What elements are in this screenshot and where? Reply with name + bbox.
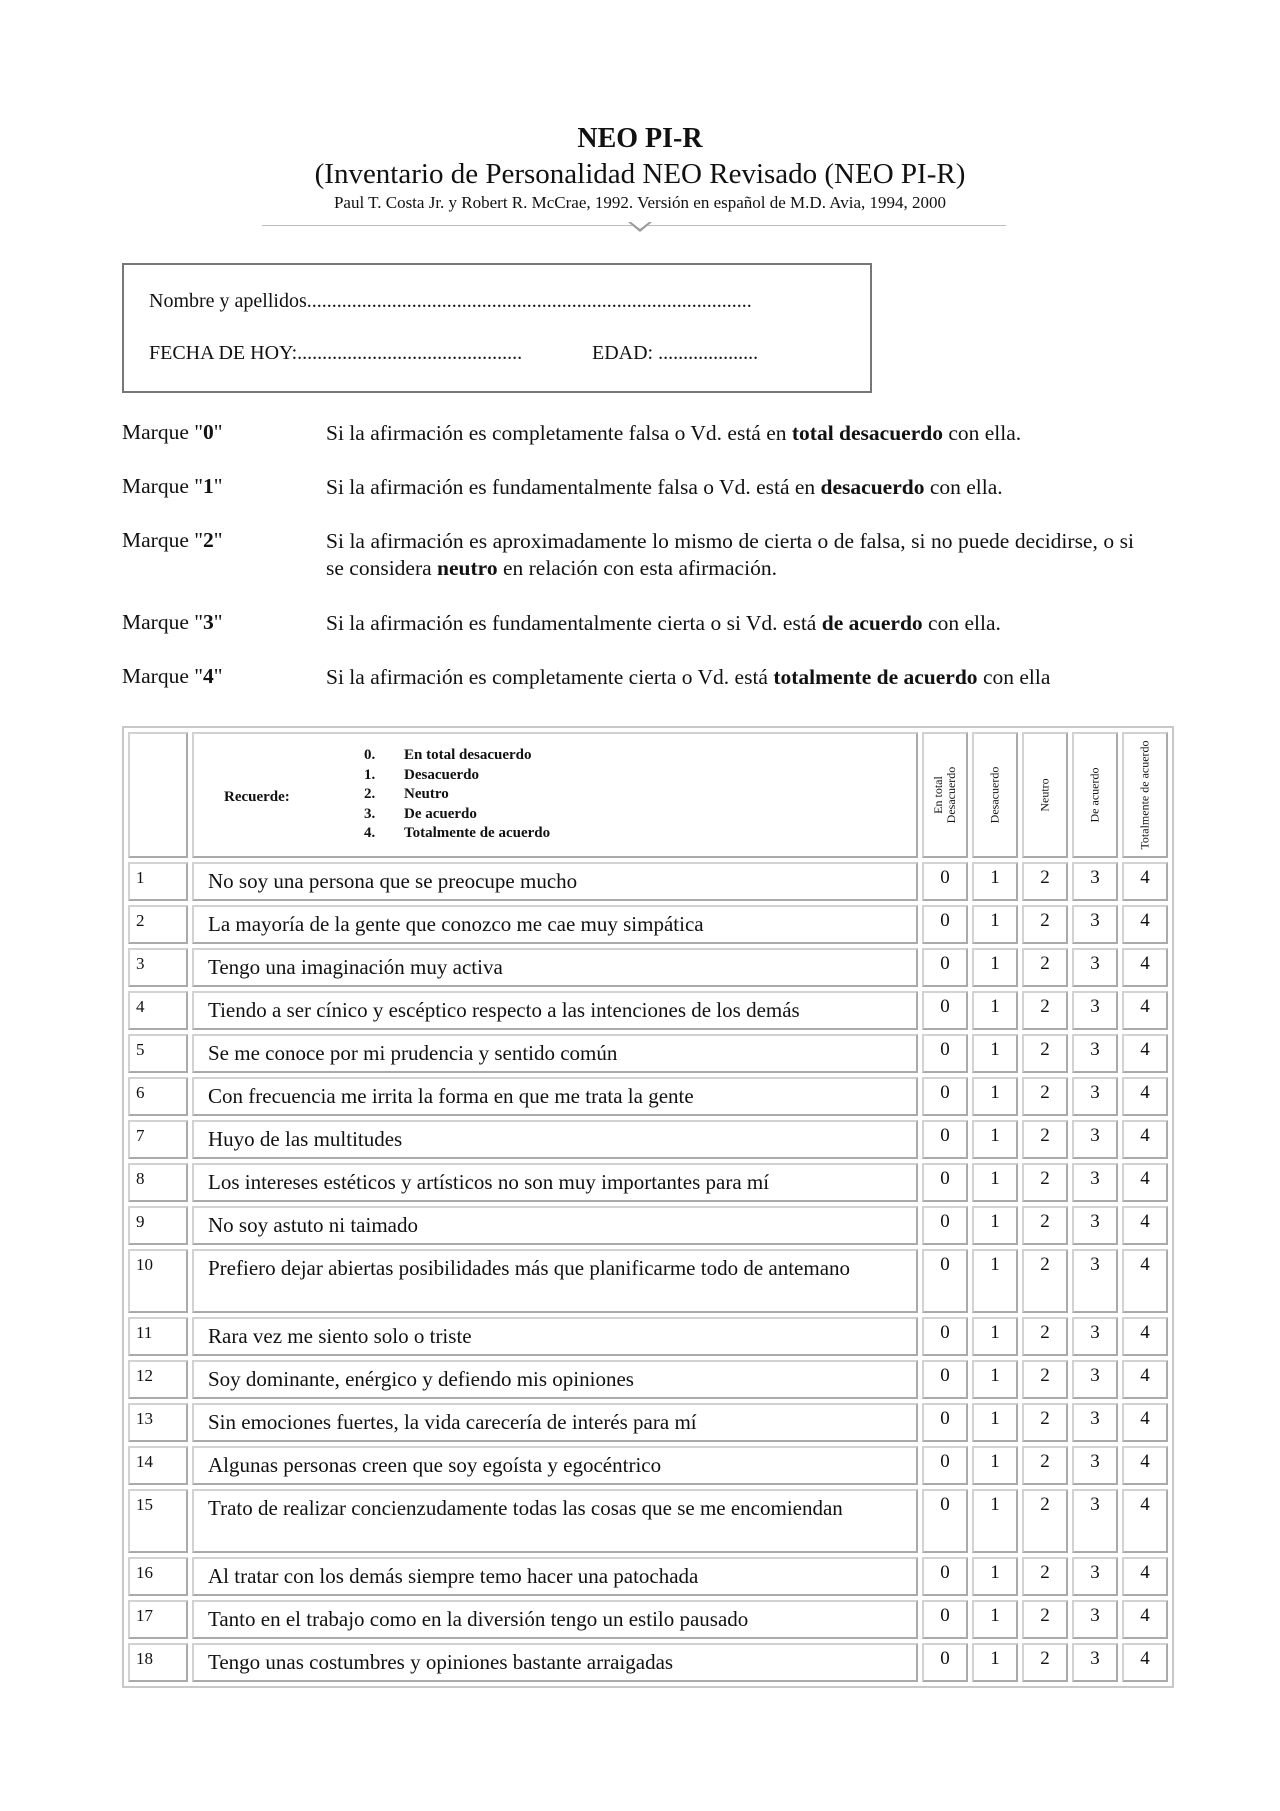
answer-option-4[interactable]: 4 xyxy=(1122,1120,1168,1159)
answer-option-3[interactable]: 3 xyxy=(1072,1489,1118,1553)
answer-option-0[interactable]: 0 xyxy=(922,1317,968,1356)
item-statement: Algunas personas creen que soy egoísta y egocéntrico xyxy=(192,1446,918,1485)
answer-option-4[interactable]: 4 xyxy=(1122,1360,1168,1399)
answer-option-1[interactable]: 1 xyxy=(972,1120,1018,1159)
item-statement: Los intereses estéticos y artísticos no son muy importantes para mí xyxy=(192,1163,918,1202)
answer-option-3[interactable]: 3 xyxy=(1072,1360,1118,1399)
answer-option-3[interactable]: 3 xyxy=(1072,862,1118,901)
answer-option-4[interactable]: 4 xyxy=(1122,1489,1168,1553)
answer-option-0[interactable]: 0 xyxy=(922,862,968,901)
table-row xyxy=(128,862,1168,901)
item-number: 8 xyxy=(128,1163,188,1202)
name-field[interactable]: Nombre y apellidos......................................................................................... xyxy=(149,290,752,312)
answer-option-4[interactable]: 4 xyxy=(1122,1206,1168,1245)
item-statement: Rara vez me siento solo o triste xyxy=(192,1317,918,1356)
table-row xyxy=(128,1557,1168,1596)
answer-option-1[interactable]: 1 xyxy=(972,1077,1018,1116)
answer-option-2[interactable]: 2 xyxy=(1022,1489,1068,1553)
answer-option-0[interactable]: 0 xyxy=(922,1557,968,1596)
table-row xyxy=(128,1446,1168,1485)
table-row xyxy=(128,1643,1168,1682)
answer-option-1[interactable]: 1 xyxy=(972,1557,1018,1596)
column-header: De acuerdo xyxy=(1072,732,1118,858)
answer-option-2[interactable]: 2 xyxy=(1022,1077,1068,1116)
answer-option-0[interactable]: 0 xyxy=(922,1643,968,1682)
answer-option-1[interactable]: 1 xyxy=(972,1034,1018,1073)
table-row xyxy=(128,1120,1168,1159)
answer-option-2[interactable]: 2 xyxy=(1022,862,1068,901)
answer-option-3[interactable]: 3 xyxy=(1072,1249,1118,1313)
answer-option-1[interactable]: 1 xyxy=(972,1206,1018,1245)
answer-option-1[interactable]: 1 xyxy=(972,1249,1018,1313)
item-statement: Sin emociones fuertes, la vida carecería de interés para mí xyxy=(192,1403,918,1442)
item-number: 17 xyxy=(128,1600,188,1639)
item-number: 16 xyxy=(128,1557,188,1596)
item-number: 1 xyxy=(128,862,188,901)
item-statement: Huyo de las multitudes xyxy=(192,1120,918,1159)
answer-option-4[interactable]: 4 xyxy=(1122,1557,1168,1596)
item-statement: Prefiero dejar abiertas posibilidades más que planificarme todo de antemano xyxy=(192,1249,918,1313)
answer-option-0[interactable]: 0 xyxy=(922,905,968,944)
table-row xyxy=(128,991,1168,1030)
answer-option-1[interactable]: 1 xyxy=(972,1600,1018,1639)
table-row xyxy=(128,1489,1168,1553)
answer-option-2[interactable]: 2 xyxy=(1022,1317,1068,1356)
item-statement: Tengo una imaginación muy activa xyxy=(192,948,918,987)
page-title: NEO PI-R xyxy=(577,123,703,154)
answer-option-4[interactable]: 4 xyxy=(1122,905,1168,944)
answer-option-3[interactable]: 3 xyxy=(1072,905,1118,944)
answer-option-4[interactable]: 4 xyxy=(1122,1643,1168,1682)
answer-option-2[interactable]: 2 xyxy=(1022,1446,1068,1485)
answer-option-4[interactable]: 4 xyxy=(1122,948,1168,987)
table-row xyxy=(128,1360,1168,1399)
table-row xyxy=(128,1317,1168,1356)
answer-option-2[interactable]: 2 xyxy=(1022,1360,1068,1399)
item-number: 6 xyxy=(128,1077,188,1116)
answer-option-3[interactable]: 3 xyxy=(1072,991,1118,1030)
item-statement: La mayoría de la gente que conozco me cae muy simpática xyxy=(192,905,918,944)
answer-option-0[interactable]: 0 xyxy=(922,1163,968,1202)
page-subtitle: (Inventario de Personalidad NEO Revisado (NEO PI-R) xyxy=(314,158,966,190)
answer-option-3[interactable]: 3 xyxy=(1072,1077,1118,1116)
item-statement: Trato de realizar concienzudamente todas las cosas que se me encomiendan xyxy=(192,1489,918,1553)
credits-line: Paul T. Costa Jr. y Robert R. McCrae, 1992. Versión en español de M.D. Avia, 1994, 2000 xyxy=(333,193,947,212)
answer-option-4[interactable]: 4 xyxy=(1122,991,1168,1030)
answer-option-4[interactable]: 4 xyxy=(1122,1249,1168,1313)
answer-option-0[interactable]: 0 xyxy=(922,1077,968,1116)
answer-option-3[interactable]: 3 xyxy=(1072,1034,1118,1073)
table-row xyxy=(128,1077,1168,1116)
answer-option-1[interactable]: 1 xyxy=(972,1489,1018,1553)
answer-option-3[interactable]: 3 xyxy=(1072,1163,1118,1202)
item-number: 14 xyxy=(128,1446,188,1485)
item-statement: Con frecuencia me irrita la forma en que me trata la gente xyxy=(192,1077,918,1116)
item-statement: Tanto en el trabajo como en la diversión tengo un estilo pausado xyxy=(192,1600,918,1639)
answer-option-3[interactable]: 3 xyxy=(1072,948,1118,987)
questionnaire-table xyxy=(122,726,1174,1688)
item-number: 4 xyxy=(128,991,188,1030)
legend-list: 0. En total desacuerdo 1. Desacuerdo 2. Neutro 3. De acuerdo 4. Totalmente de acuerdo xyxy=(364,747,551,841)
item-statement: Tengo unas costumbres y opiniones bastante arraigadas xyxy=(192,1643,918,1682)
item-number: 11 xyxy=(128,1317,188,1356)
answer-option-1[interactable]: 1 xyxy=(972,1403,1018,1442)
answer-option-0[interactable]: 0 xyxy=(922,1489,968,1553)
item-number: 3 xyxy=(128,948,188,987)
answer-option-1[interactable]: 1 xyxy=(972,1643,1018,1682)
answer-option-2[interactable]: 2 xyxy=(1022,1034,1068,1073)
identification-box xyxy=(122,263,872,393)
answer-option-1[interactable]: 1 xyxy=(972,1163,1018,1202)
answer-option-2[interactable]: 2 xyxy=(1022,1600,1068,1639)
answer-option-3[interactable]: 3 xyxy=(1072,1403,1118,1442)
answer-option-3[interactable]: 3 xyxy=(1072,1206,1118,1245)
answer-option-4[interactable]: 4 xyxy=(1122,1317,1168,1356)
table-row xyxy=(128,905,1168,944)
answer-option-4[interactable]: 4 xyxy=(1122,1446,1168,1485)
item-number: 12 xyxy=(128,1360,188,1399)
table-row xyxy=(128,1034,1168,1073)
answer-option-4[interactable]: 4 xyxy=(1122,1403,1168,1442)
item-statement: Tiendo a ser cínico y escéptico respecto a las intenciones de los demás xyxy=(192,991,918,1030)
answer-option-2[interactable]: 2 xyxy=(1022,905,1068,944)
answer-option-2[interactable]: 2 xyxy=(1022,948,1068,987)
answer-option-0[interactable]: 0 xyxy=(922,1600,968,1639)
item-statement: Al tratar con los demás siempre temo hacer una patochada xyxy=(192,1557,918,1596)
answer-option-0[interactable]: 0 xyxy=(922,1403,968,1442)
answer-option-1[interactable]: 1 xyxy=(972,862,1018,901)
answer-option-4[interactable]: 4 xyxy=(1122,1600,1168,1639)
column-header: Neutro xyxy=(1022,732,1068,858)
answer-option-2[interactable]: 2 xyxy=(1022,1557,1068,1596)
column-header: En total Desacuerdo xyxy=(922,732,968,858)
item-number: 10 xyxy=(128,1249,188,1313)
reminder-label: Recuerde: xyxy=(224,789,290,805)
item-number: 18 xyxy=(128,1643,188,1682)
item-number: 5 xyxy=(128,1034,188,1073)
table-header xyxy=(128,732,1168,858)
item-number: 2 xyxy=(128,905,188,944)
column-header: Totalmente de acuerdo xyxy=(1122,732,1168,858)
answer-option-2[interactable]: 2 xyxy=(1022,1403,1068,1442)
answer-option-3[interactable]: 3 xyxy=(1072,1446,1118,1485)
answer-option-0[interactable]: 0 xyxy=(922,1446,968,1485)
answer-option-0[interactable]: 0 xyxy=(922,991,968,1030)
answer-option-2[interactable]: 2 xyxy=(1022,1206,1068,1245)
legend-cell xyxy=(192,732,918,858)
answer-option-2[interactable]: 2 xyxy=(1022,1163,1068,1202)
item-statement: Se me conoce por mi prudencia y sentido común xyxy=(192,1034,918,1073)
answer-option-1[interactable]: 1 xyxy=(972,1317,1018,1356)
answer-option-1[interactable]: 1 xyxy=(972,948,1018,987)
table-row xyxy=(128,1249,1168,1313)
answer-option-3[interactable]: 3 xyxy=(1072,1600,1118,1639)
column-header: Desacuerdo xyxy=(972,732,1018,858)
answer-option-0[interactable]: 0 xyxy=(922,1249,968,1313)
answer-option-1[interactable]: 1 xyxy=(972,1360,1018,1399)
item-number: 9 xyxy=(128,1206,188,1245)
item-number: 7 xyxy=(128,1120,188,1159)
item-number: 15 xyxy=(128,1489,188,1553)
table-row xyxy=(128,1600,1168,1639)
answer-option-3[interactable]: 3 xyxy=(1072,1317,1118,1356)
table-row xyxy=(128,1163,1168,1202)
answer-option-1[interactable]: 1 xyxy=(972,1446,1018,1485)
table-row xyxy=(128,1206,1168,1245)
answer-option-3[interactable]: 3 xyxy=(1072,1643,1118,1682)
date-field[interactable]: FECHA DE HOY:............................................. xyxy=(149,342,523,364)
table-row xyxy=(128,948,1168,987)
answer-option-0[interactable]: 0 xyxy=(922,1206,968,1245)
item-statement: No soy astuto ni taimado xyxy=(192,1206,918,1245)
answer-option-3[interactable]: 3 xyxy=(1072,1557,1118,1596)
table-row xyxy=(128,1403,1168,1442)
answer-option-4[interactable]: 4 xyxy=(1122,1163,1168,1202)
answer-option-4[interactable]: 4 xyxy=(1122,1034,1168,1073)
answer-option-0[interactable]: 0 xyxy=(922,1034,968,1073)
answer-option-2[interactable]: 2 xyxy=(1022,1643,1068,1682)
item-statement: Soy dominante, enérgico y defiendo mis opiniones xyxy=(192,1360,918,1399)
answer-option-2[interactable]: 2 xyxy=(1022,991,1068,1030)
answer-option-0[interactable]: 0 xyxy=(922,1360,968,1399)
answer-option-0[interactable]: 0 xyxy=(922,1120,968,1159)
item-statement: No soy una persona que se preocupe mucho xyxy=(192,862,918,901)
answer-option-0[interactable]: 0 xyxy=(922,948,968,987)
age-field[interactable]: EDAD: .................... xyxy=(592,342,759,364)
answer-option-2[interactable]: 2 xyxy=(1022,1249,1068,1313)
answer-option-3[interactable]: 3 xyxy=(1072,1120,1118,1159)
answer-option-1[interactable]: 1 xyxy=(972,991,1018,1030)
answer-option-4[interactable]: 4 xyxy=(1122,862,1168,901)
item-number: 13 xyxy=(128,1403,188,1442)
answer-option-1[interactable]: 1 xyxy=(972,905,1018,944)
answer-option-4[interactable]: 4 xyxy=(1122,1077,1168,1116)
answer-option-2[interactable]: 2 xyxy=(1022,1120,1068,1159)
